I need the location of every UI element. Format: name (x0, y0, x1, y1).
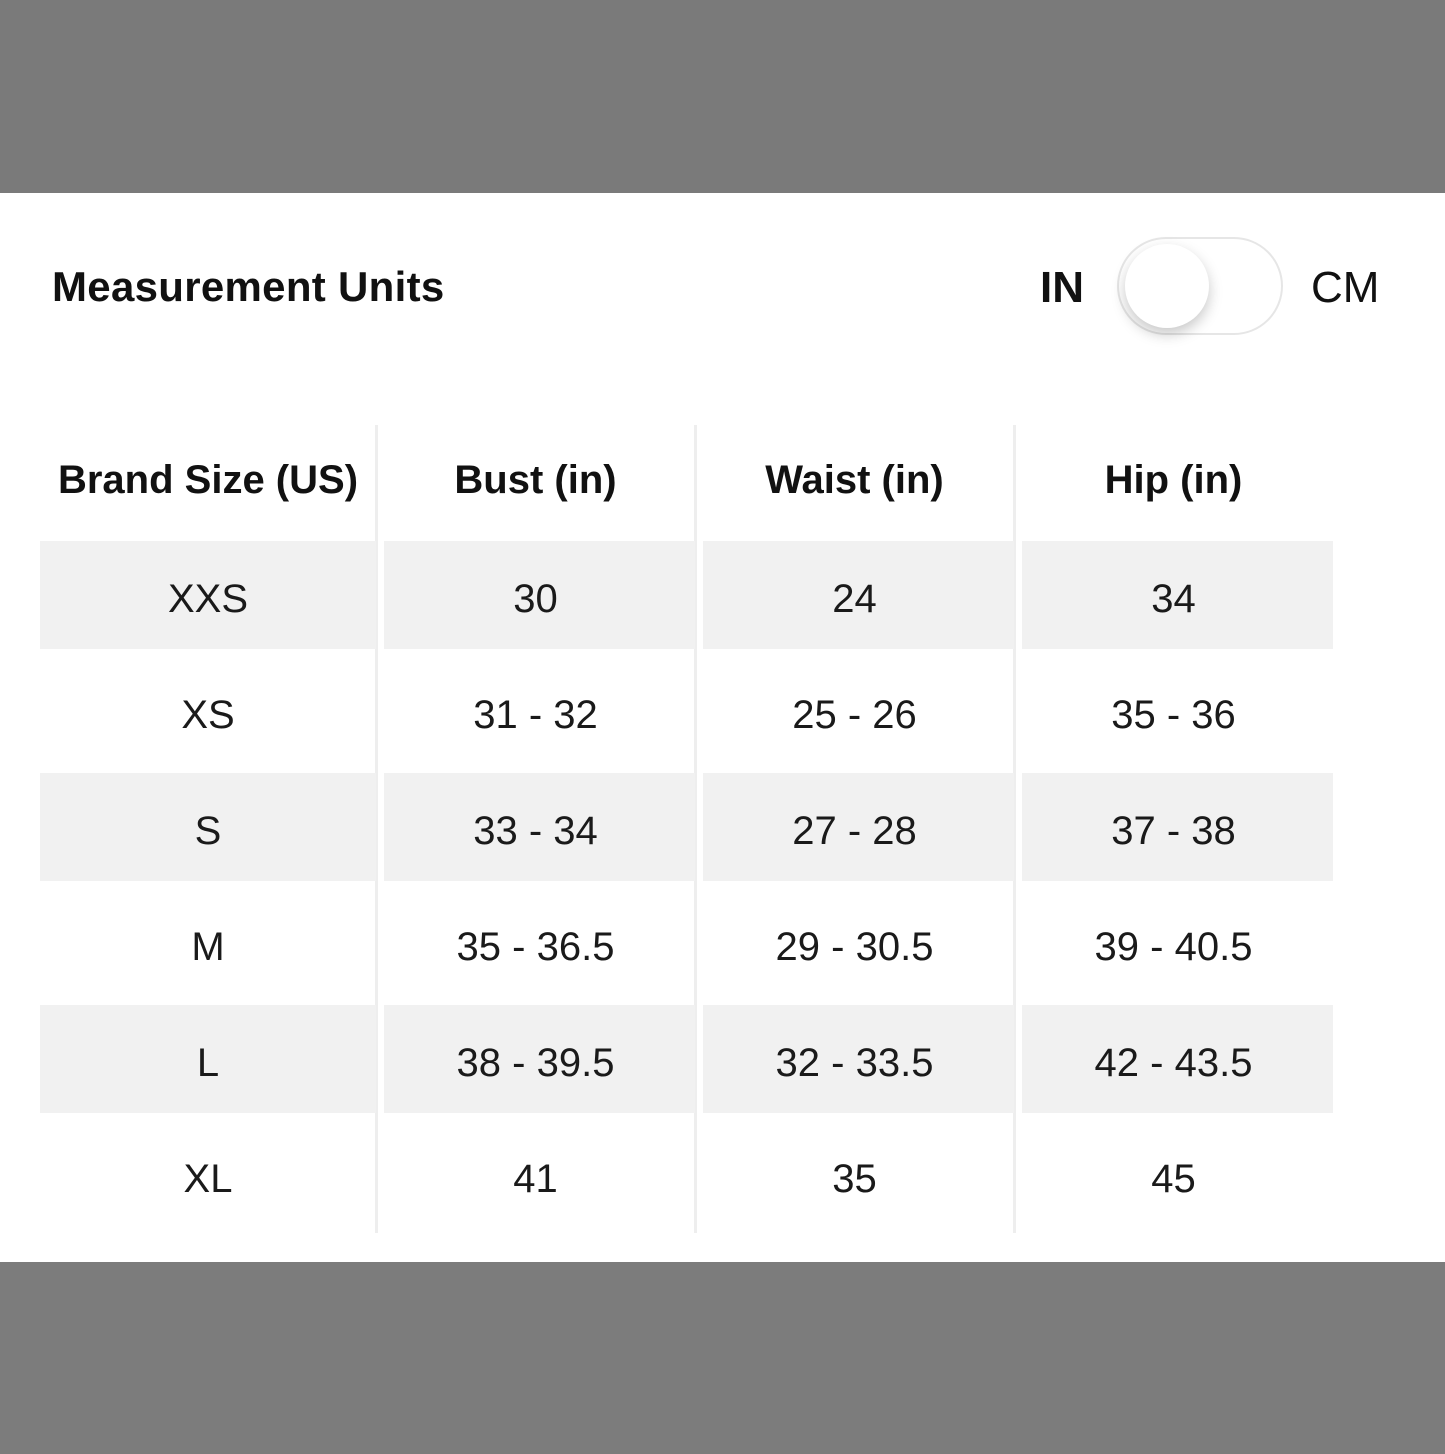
header-hip: Hip (in) (1104, 457, 1243, 502)
size-cell: M (191, 924, 225, 969)
table-row (40, 657, 1333, 773)
hip-cell: 45 (1151, 1156, 1196, 1201)
units-toggle[interactable] (1117, 237, 1283, 335)
hip-cell: 37 - 38 (1014, 773, 1333, 889)
size-cell: L (40, 1005, 376, 1121)
backdrop-top (0, 0, 1445, 193)
unit-in-label[interactable]: IN (1040, 263, 1084, 312)
header-brand-size: Brand Size (US) (57, 457, 359, 502)
header-bust: Bust (in) (454, 457, 617, 502)
table-row (40, 1005, 1333, 1121)
waist-cell: 29 - 30.5 (775, 924, 934, 969)
size-cell: XS (181, 692, 235, 737)
table-row (40, 889, 1333, 1005)
hip-cell: 34 (1014, 541, 1333, 657)
table-row (40, 541, 1333, 657)
waist-cell: 25 - 26 (792, 692, 917, 737)
size-cell: XXS (40, 541, 376, 657)
hip-cell: 39 - 40.5 (1094, 924, 1253, 969)
waist-cell: 32 - 33.5 (695, 1005, 1014, 1121)
waist-cell: 24 (695, 541, 1014, 657)
bust-cell: 30 (376, 541, 695, 657)
backdrop-bottom (0, 1262, 1445, 1454)
unit-cm-label[interactable]: CM (1311, 263, 1380, 312)
size-cell: XL (183, 1156, 233, 1201)
size-chart-card (0, 193, 1445, 1262)
hip-cell: 42 - 43.5 (1014, 1005, 1333, 1121)
size-table (40, 425, 1333, 1237)
bust-cell: 35 - 36.5 (456, 924, 615, 969)
table-row (40, 773, 1333, 889)
bust-cell: 31 - 32 (473, 692, 598, 737)
table-header-row (40, 425, 1333, 541)
table-row (40, 1121, 1333, 1237)
waist-cell: 35 (832, 1156, 877, 1201)
toggle-knob[interactable] (1125, 244, 1209, 328)
waist-cell: 27 - 28 (695, 773, 1014, 889)
hip-cell: 35 - 36 (1111, 692, 1236, 737)
bust-cell: 38 - 39.5 (376, 1005, 695, 1121)
measurement-units-title: Measurement Units (52, 263, 445, 310)
size-cell: S (40, 773, 376, 889)
bust-cell: 41 (513, 1156, 558, 1201)
header-waist: Waist (in) (765, 457, 944, 502)
bust-cell: 33 - 34 (376, 773, 695, 889)
